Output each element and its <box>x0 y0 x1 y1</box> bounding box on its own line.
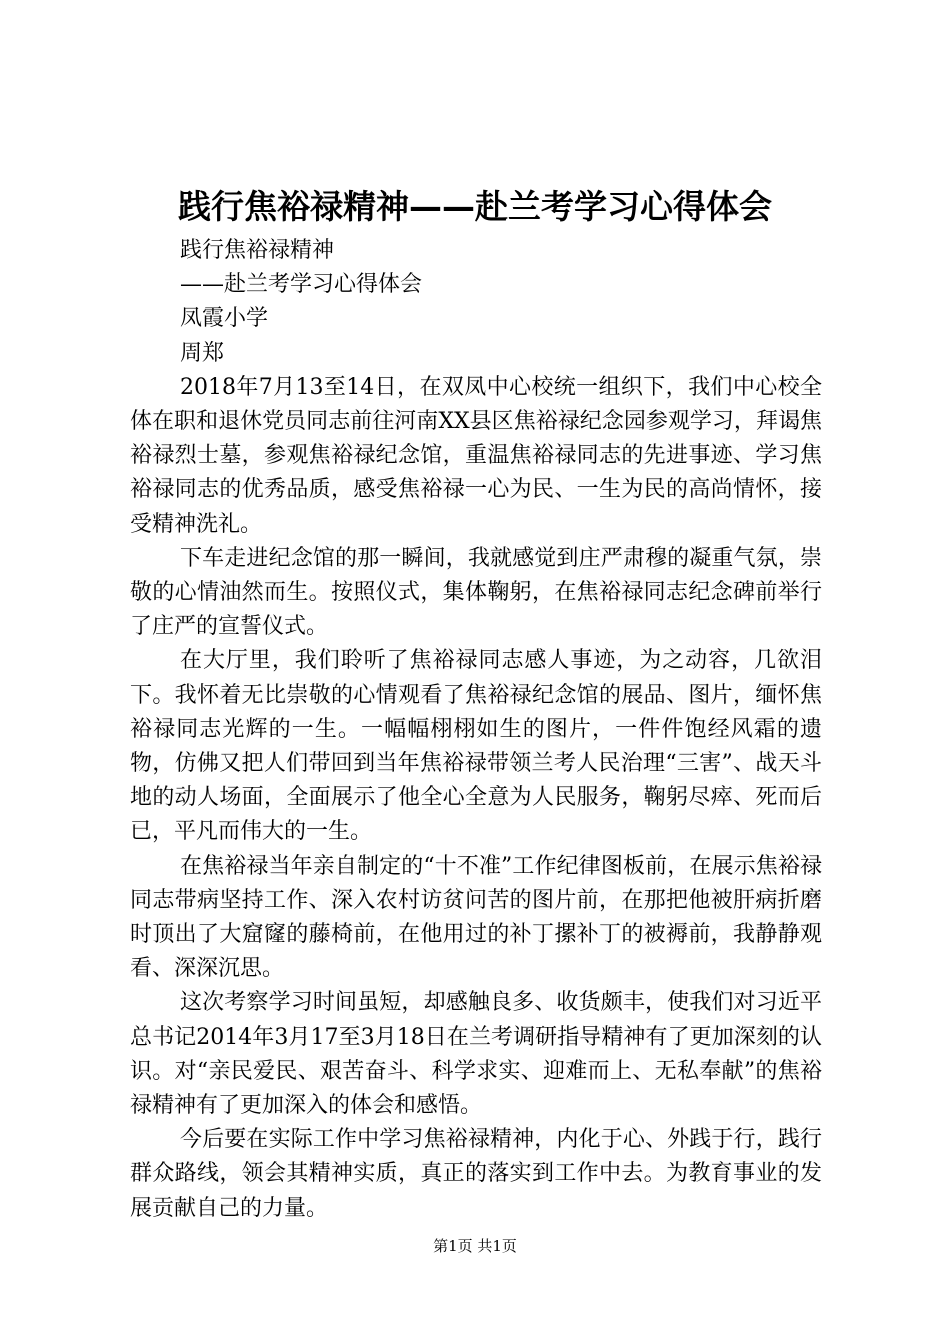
school-name: 凤霞小学 <box>180 306 269 332</box>
page-number-footer: 第1页 共1页 <box>433 1237 517 1255</box>
author-name: 周郑 <box>180 340 225 366</box>
subtitle-line-2: ——赴兰考学习心得体会 <box>180 272 423 298</box>
subtitle-line-1: 践行焦裕禄精神 <box>180 238 335 263</box>
document-body <box>130 234 822 1226</box>
paragraph: 在焦裕禄当年亲自制定的“十不准”工作纪律图板前，在展示焦裕禄同志带病坚持工作、深入农村访贫问苦的图片前，在那把他被肝病折磨时顶出了大窟窿的藤椅前，在他用过的补丁摞补丁的被褥前，我静静观看、深深沉思。 <box>130 853 822 982</box>
paragraph: 这次考察学习时间虽短，却感触良多、收货颇丰，使我们对习近平总书记2014年3月17至3月18日在兰考调研指导精神有了更加深刻的认识。对“亲民爱民、艰苦奋斗、科学求实、迎难而上、无私奉献”的焦裕禄精神有了更加深入的体会和感悟。 <box>130 990 822 1119</box>
paragraph: 2018年7月13至14日，在双凤中心校统一组织下，我们中心校全体在职和退休党员同志前往河南XX县区焦裕禄纪念园参观学习，拜谒焦裕禄烈士墓，参观焦裕禄纪念馆，重温焦裕禄同志的先进事迹、学习焦裕禄同志的优秀品质，感受焦裕禄一心为民、一生为民的高尚情怀，接受精神洗礼。 <box>130 374 822 537</box>
paragraph: 在大厅里，我们聆听了焦裕禄同志感人事迹，为之动容，几欲泪下。我怀着无比崇敬的心情观看了焦裕禄纪念馆的展品、图片，缅怀焦裕禄同志光辉的一生。一幅幅栩栩如生的图片，一件件饱经风霜的遗物，仿佛又把人们带回到当年焦裕禄带领兰考人民治理“三害”、战天斗地的动人场面，全面展示了他全心全意为人民服务，鞠躬尽瘁、死而后已，平凡而伟大的一生。 <box>130 648 822 845</box>
paragraph: 下车走进纪念馆的那一瞬间，我就感觉到庄严肃穆的凝重气氛，崇敬的心情油然而生。按照仪式，集体鞠躬，在焦裕禄同志纪念碑前举行了庄严的宣誓仪式。 <box>130 545 822 640</box>
paragraph: 今后要在实际工作中学习焦裕禄精神，内化于心、外践于行，践行群众路线，领会其精神实质，真正的落实到工作中去。为教育事业的发展贡献自己的力量。 <box>130 1127 822 1221</box>
document-title: 践行焦裕禄精神——赴兰考学习心得体会 <box>178 187 772 226</box>
